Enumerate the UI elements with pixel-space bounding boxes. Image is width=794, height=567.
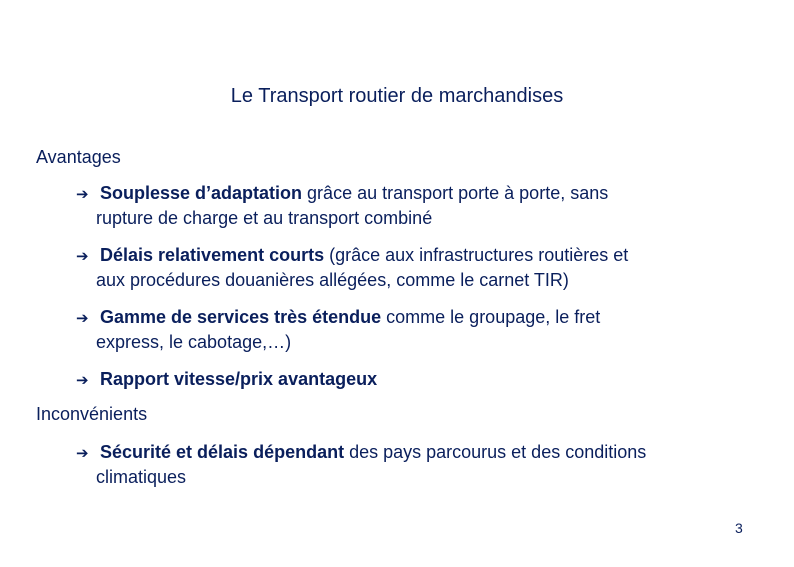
bullet-text-continuation: rupture de charge et au transport combiné xyxy=(96,208,433,228)
bullet-text: comme le groupage, le fret xyxy=(381,307,601,327)
bullet-bold-text: Souplesse d’adaptation xyxy=(100,183,303,203)
bullet-item xyxy=(76,305,716,354)
bullet-bold-text: Délais relativement courts xyxy=(100,245,325,265)
section-heading-inconvenients: Inconvénients xyxy=(36,404,148,424)
bullet-text: (grâce aux infrastructures routières et xyxy=(324,245,629,265)
section-heading-avantages: Avantages xyxy=(36,147,121,167)
bullet-item xyxy=(76,367,716,392)
right-arrow-icon: ➔ xyxy=(76,371,89,389)
bullet-text: grâce au transport porte à porte, sans xyxy=(302,183,609,203)
bullet-bold-text: Sécurité et délais dépendant xyxy=(100,442,345,462)
bullet-item xyxy=(76,181,716,230)
bullet-bold-text: Gamme de services très étendue xyxy=(100,307,382,327)
bullet-item xyxy=(76,243,716,292)
right-arrow-icon: ➔ xyxy=(76,444,89,462)
right-arrow-icon: ➔ xyxy=(76,185,89,203)
page-number: 3 xyxy=(735,520,743,536)
bullet-text: des pays parcourus et des conditions xyxy=(344,442,647,462)
right-arrow-icon: ➔ xyxy=(76,309,89,327)
right-arrow-icon: ➔ xyxy=(76,247,89,265)
page-title: Le Transport routier de marchandises xyxy=(230,85,564,107)
bullet-text-continuation: climatiques xyxy=(96,467,187,487)
bullet-text-continuation: aux procédures douanières allégées, comme le carnet TIR) xyxy=(96,270,569,290)
bullet-text-continuation: express, le cabotage,…) xyxy=(96,332,292,352)
bullet-bold-text: Rapport vitesse/prix avantageux xyxy=(100,369,378,389)
bullet-item xyxy=(76,440,716,489)
